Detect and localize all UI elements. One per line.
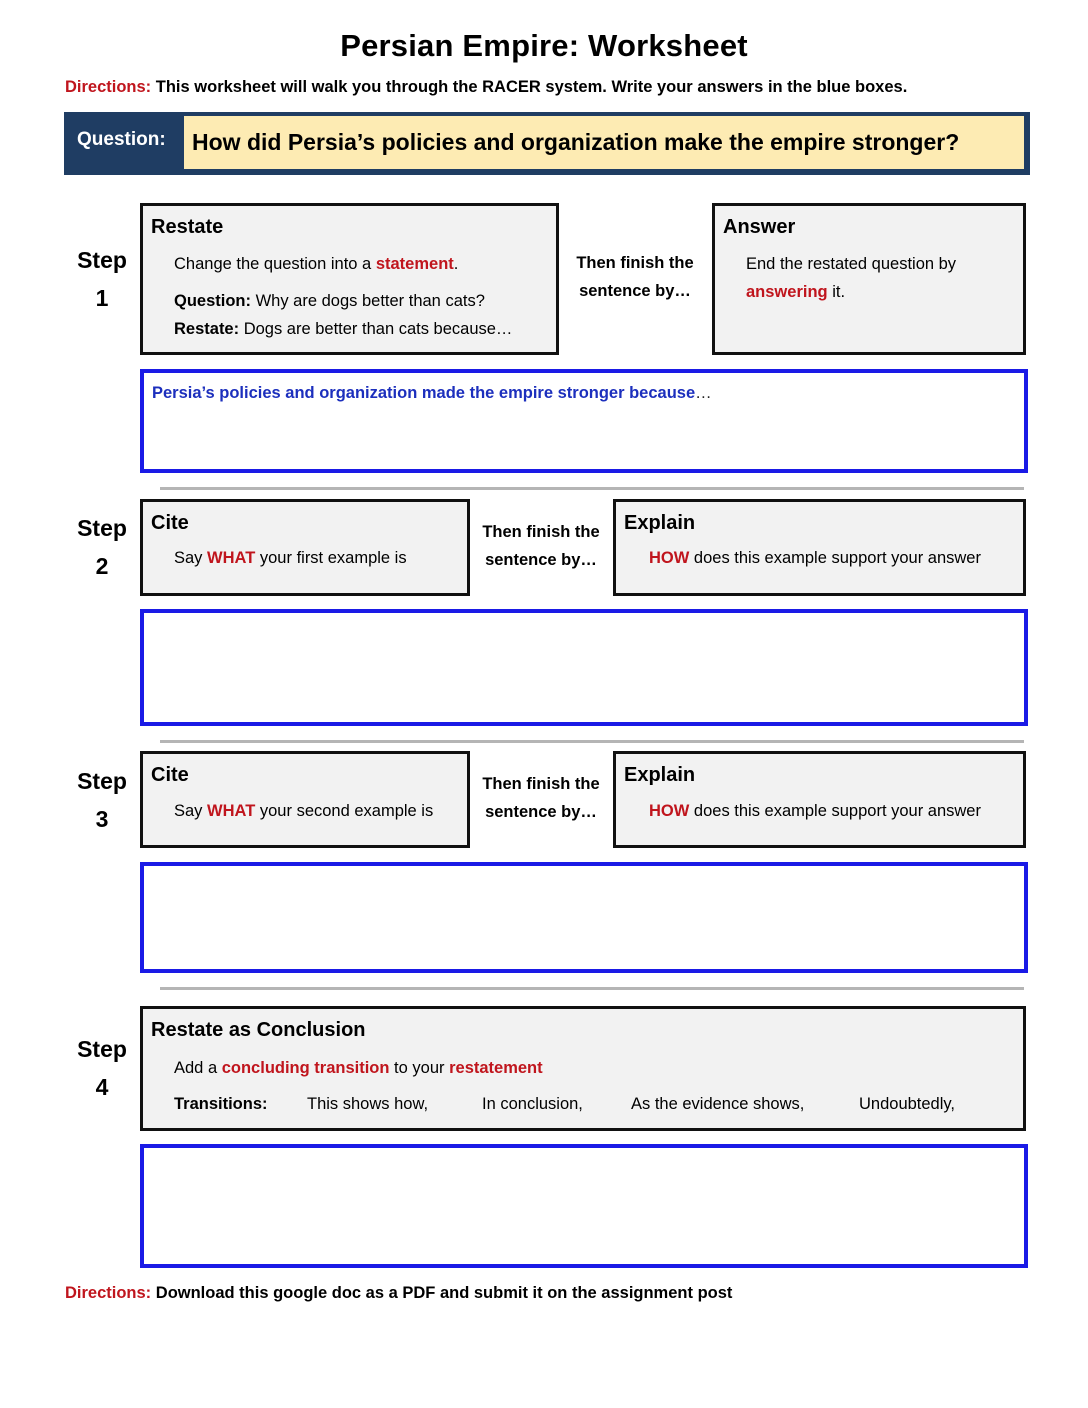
step-2-label — [66, 509, 138, 585]
explain-instruction — [649, 549, 981, 568]
then-finish-text — [472, 770, 610, 826]
conclusion-text-mid: to your — [389, 1059, 450, 1077]
conclusion-text: Add a — [174, 1059, 222, 1077]
cite-title: Cite — [151, 764, 189, 786]
explain-instruction — [649, 802, 981, 821]
answer-instruction-line2 — [746, 283, 845, 302]
cite-instruction — [174, 549, 407, 568]
divider — [160, 987, 1024, 990]
cite-instruction — [174, 802, 433, 821]
then-finish-line2: sentence by… — [485, 803, 597, 821]
step-4-answer-box[interactable] — [140, 1144, 1028, 1268]
explain-title: Explain — [624, 764, 696, 786]
answer-prefill-ellipsis: … — [695, 384, 712, 402]
cite-card — [140, 751, 470, 848]
instruction-keyword: statement — [375, 255, 454, 273]
step-word: Step — [77, 247, 127, 273]
then-finish-line1: Then finish the — [482, 775, 600, 793]
step-4-label — [66, 1030, 138, 1106]
restate-instruction — [174, 255, 458, 274]
cite-keyword: WHAT — [207, 549, 256, 567]
step-1-answer-box[interactable] — [140, 369, 1028, 473]
answer-card — [712, 203, 1026, 355]
then-finish-text — [566, 249, 704, 305]
step-number: 4 — [95, 1074, 109, 1100]
restate-title: Restate — [151, 216, 224, 238]
then-finish-line2: sentence by… — [579, 282, 691, 300]
step-2-answer-box[interactable] — [140, 609, 1028, 726]
step-number: 1 — [95, 285, 109, 311]
then-finish-text — [472, 518, 610, 574]
directions-bottom — [65, 1284, 732, 1303]
explain-card — [613, 499, 1026, 596]
conclusion-keyword-restatement: restatement — [449, 1059, 543, 1077]
conclusion-card — [140, 1006, 1026, 1131]
transition-item: In conclusion, — [482, 1095, 583, 1113]
conclusion-keyword-transition: concluding transition — [221, 1059, 390, 1077]
cite-text-end: your second example is — [255, 802, 434, 820]
instruction-text: Change the question into a — [174, 255, 376, 273]
directions-label: Directions: — [65, 78, 152, 96]
divider — [160, 487, 1024, 490]
answer-prefill-text: Persia’s policies and organization made the empire stronger because — [152, 384, 696, 402]
step-1-label — [66, 241, 138, 317]
directions-text: Download this google doc as a PDF and submit it on the assignment post — [151, 1284, 733, 1302]
divider — [160, 740, 1024, 743]
transition-item: This shows how, — [307, 1095, 429, 1113]
cite-text-end: your first example is — [255, 549, 407, 567]
answer-prefill — [152, 384, 712, 403]
explain-text: does this example support your answer — [689, 549, 981, 567]
page-title: Persian Empire: Worksheet — [340, 28, 748, 63]
question-text: How did Persia’s policies and organization make the empire stronger? — [184, 116, 1024, 169]
cite-title: Cite — [151, 512, 189, 534]
transition-item: As the evidence shows, — [631, 1095, 805, 1113]
step-word: Step — [77, 1036, 127, 1062]
step-number: 3 — [95, 806, 109, 832]
directions-text: This worksheet will walk you through the RACER system. Write your answers in the blue boxes. — [151, 78, 908, 96]
transition-item: Undoubtedly, — [859, 1095, 956, 1113]
step-3-label — [66, 762, 138, 838]
answer-instruction-end: it. — [827, 283, 846, 301]
step-word: Step — [77, 768, 127, 794]
answer-instruction-line1: End the restated question by — [746, 255, 957, 273]
question-label: Question: — [77, 129, 166, 150]
directions-top — [65, 78, 907, 97]
example-question — [174, 292, 485, 311]
then-finish-line2: sentence by… — [485, 551, 597, 569]
answer-keyword: answering — [746, 283, 828, 301]
example-question-text: Why are dogs better than cats? — [251, 292, 485, 310]
example-restate — [174, 320, 512, 339]
step-number: 2 — [95, 553, 109, 579]
explain-keyword: HOW — [649, 802, 690, 820]
then-finish-line1: Then finish the — [576, 254, 694, 272]
step-word: Step — [77, 515, 127, 541]
restate-card — [140, 203, 559, 355]
conclusion-instruction — [174, 1059, 543, 1078]
cite-text: Say — [174, 802, 208, 820]
explain-text: does this example support your answer — [689, 802, 981, 820]
conclusion-title: Restate as Conclusion — [151, 1019, 366, 1041]
step-3-answer-box[interactable] — [140, 862, 1028, 973]
example-restate-text: Dogs are better than cats because… — [239, 320, 513, 338]
cite-keyword: WHAT — [207, 802, 256, 820]
transitions-label: Transitions: — [174, 1095, 268, 1113]
example-question-label: Question: — [174, 292, 251, 310]
answer-title: Answer — [723, 216, 796, 238]
directions-label: Directions: — [65, 1284, 152, 1302]
cite-card — [140, 499, 470, 596]
explain-title: Explain — [624, 512, 696, 534]
cite-text: Say — [174, 549, 208, 567]
instruction-end: . — [453, 255, 459, 273]
then-finish-line1: Then finish the — [482, 523, 600, 541]
example-restate-label: Restate: — [174, 320, 240, 338]
explain-keyword: HOW — [649, 549, 690, 567]
explain-card — [613, 751, 1026, 848]
